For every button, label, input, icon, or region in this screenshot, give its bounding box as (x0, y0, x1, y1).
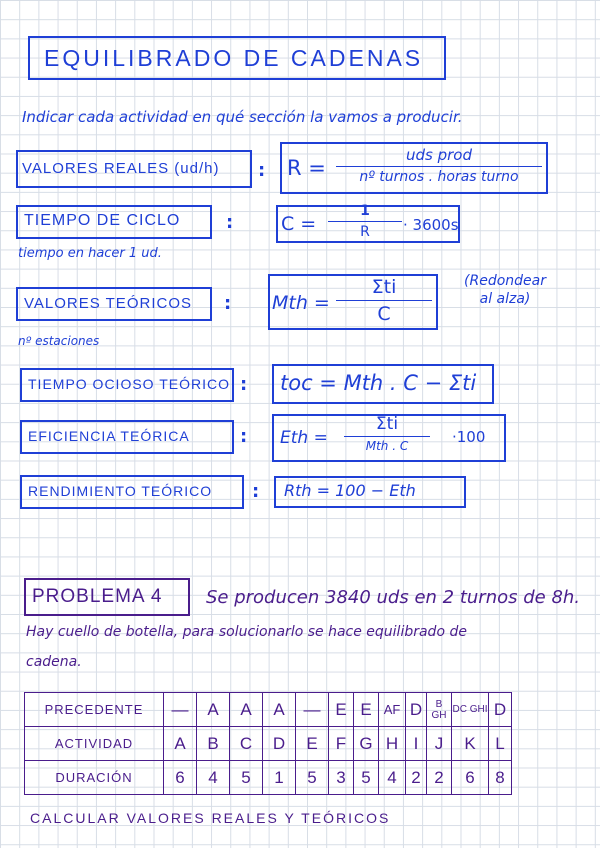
problem-statement: Se producen 3840 uds en 2 turnos de 8h. (206, 587, 581, 608)
table-header: DURACIÓN (25, 761, 164, 795)
table-cell: 3 (329, 761, 354, 795)
table-cell: K (452, 727, 489, 761)
table-cell: AF (379, 693, 406, 727)
page-title: EQUILIBRADO DE CADENAS (44, 45, 424, 71)
table-cell: D (489, 693, 512, 727)
tiempo-ciclo-tail: · 3600s (403, 216, 459, 234)
tiempo-ciclo-denominator: R (360, 224, 370, 240)
fraction-bar (336, 300, 432, 301)
valores-reales-denominator: nº turnos . horas turno (359, 169, 519, 185)
table-cell: E (296, 727, 329, 761)
tiempo-ciclo-numerator: 1 (360, 203, 370, 219)
problem-line-3: cadena. (26, 654, 82, 670)
table-cell: D (406, 693, 427, 727)
table-cell: DC GHI (452, 693, 489, 727)
task-text: CALCULAR VALORES REALES Y TEÓRICOS (30, 810, 391, 826)
rendimiento-formula: Rth = 100 − Eth (284, 481, 416, 500)
table-row-duracion (25, 761, 512, 795)
valores-reales-numerator: uds prod (406, 146, 472, 164)
tiempo-ocioso-formula: toc = Mth . C − Σti (280, 371, 477, 395)
table-cell: 1 (263, 761, 296, 795)
problem-line-2: Hay cuello de botella, para solucionarlo se hace equilibrado de (26, 624, 467, 640)
tiempo-ocioso-colon: : (240, 374, 248, 395)
table-cell: F (329, 727, 354, 761)
table-cell: 4 (197, 761, 230, 795)
table-cell: A (164, 727, 197, 761)
tiempo-ocioso-label: TIEMPO OCIOSO TEÓRICO (28, 376, 230, 392)
eficiencia-label: EFICIENCIA TEÓRICA (28, 428, 190, 444)
table-header: PRECEDENTE (25, 693, 164, 727)
table-cell: 8 (489, 761, 512, 795)
table-cell: D (263, 727, 296, 761)
intro-text: Indicar cada actividad en qué sección la vamos a producir. (22, 108, 463, 126)
table-cell: 5 (296, 761, 329, 795)
fraction-bar (328, 221, 402, 222)
eficiencia-denominator: Mth . C (365, 439, 409, 453)
valores-reales-colon: : (258, 160, 266, 181)
valores-reales-lhs: R = (287, 156, 326, 180)
valores-teoricos-label: VALORES TEÓRICOS (24, 295, 192, 312)
table-cell: 6 (164, 761, 197, 795)
table-cell: H (379, 727, 406, 761)
table-header: ACTIVIDAD (25, 727, 164, 761)
fraction-bar (344, 436, 430, 437)
eficiencia-lhs: Eth = (280, 428, 328, 448)
valores-reales-fraction (336, 146, 542, 185)
table-cell: E (354, 693, 379, 727)
table-cell: 4 (379, 761, 406, 795)
eficiencia-numerator: Σti (375, 414, 399, 434)
valores-teoricos-denominator: C (377, 303, 391, 325)
fraction-bar (336, 166, 542, 167)
table-cell: J (427, 727, 452, 761)
table-cell: 2 (406, 761, 427, 795)
table-cell: 2 (427, 761, 452, 795)
valores-reales-label: VALORES REALES (ud/h) (22, 160, 220, 177)
table-row-actividad (25, 727, 512, 761)
table-cell: B GH (427, 693, 452, 727)
tiempo-ciclo-colon: : (226, 212, 234, 233)
table-cell: 5 (230, 761, 263, 795)
valores-teoricos-fraction (336, 276, 432, 325)
valores-teoricos-lhs: Mth = (272, 292, 330, 314)
table-cell: 6 (452, 761, 489, 795)
tiempo-ciclo-note: tiempo en hacer 1 ud. (18, 246, 162, 261)
table-cell: C (230, 727, 263, 761)
table-cell: E (329, 693, 354, 727)
table-cell: — (296, 693, 329, 727)
rendimiento-label: RENDIMIENTO TEÓRICO (28, 483, 213, 499)
activity-table (24, 692, 512, 795)
table-cell: B (197, 727, 230, 761)
table-cell: — (164, 693, 197, 727)
tiempo-ciclo-lhs: C = (281, 213, 317, 235)
rendimiento-colon: : (252, 481, 260, 502)
table-cell: A (263, 693, 296, 727)
table-cell: A (197, 693, 230, 727)
table-cell: 5 (354, 761, 379, 795)
valores-teoricos-side-note: (Redondear al alza) (464, 273, 546, 307)
valores-teoricos-colon: : (224, 293, 232, 314)
valores-teoricos-numerator: Σti (371, 276, 397, 298)
table-row-precedente (25, 693, 512, 727)
table-cell: L (489, 727, 512, 761)
valores-teoricos-note: nº estaciones (18, 334, 100, 348)
eficiencia-colon: : (240, 426, 248, 447)
eficiencia-fraction (344, 414, 430, 453)
eficiencia-tail: ·100 (452, 428, 486, 446)
tiempo-ciclo-fraction (328, 203, 402, 240)
table-cell: I (406, 727, 427, 761)
tiempo-ciclo-label: TIEMPO DE CICLO (24, 212, 181, 229)
table-cell: A (230, 693, 263, 727)
table-cell: G (354, 727, 379, 761)
problem-label: PROBLEMA 4 (32, 586, 163, 607)
